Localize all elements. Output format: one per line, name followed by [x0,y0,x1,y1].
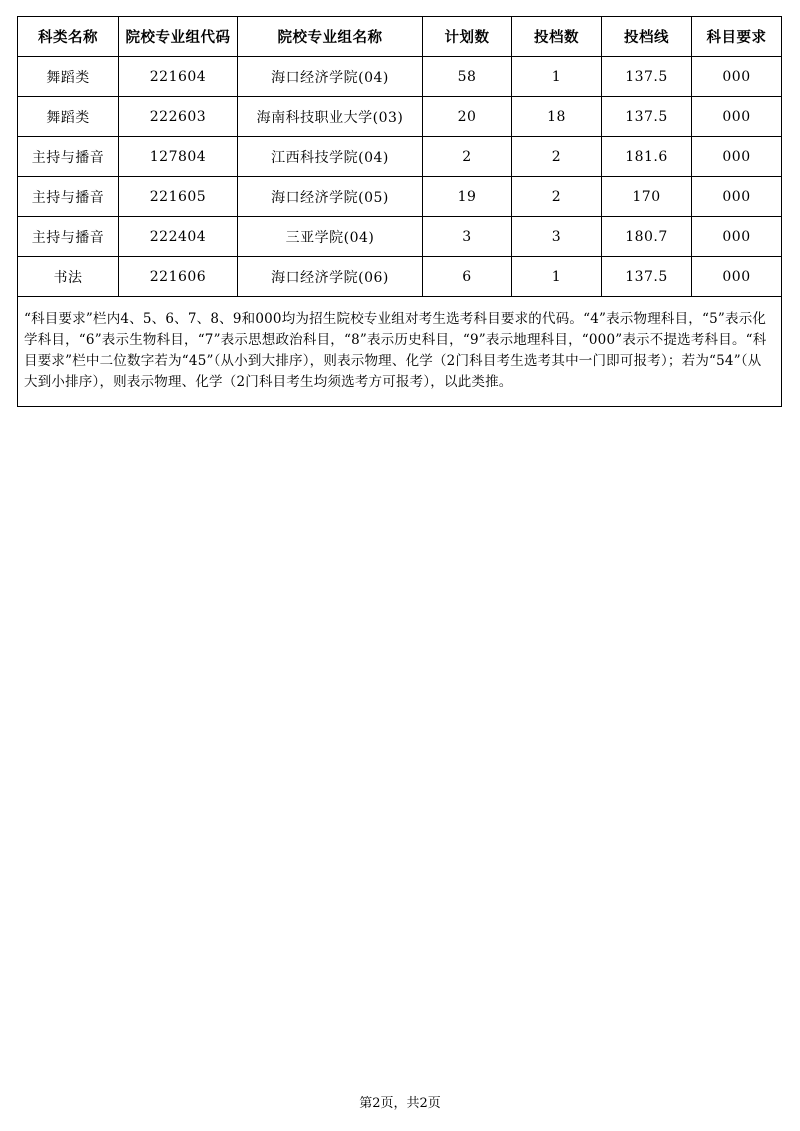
cell-plan: 20 [423,97,512,137]
col-header-subject-req: 科目要求 [692,17,782,57]
cell-subject-req: 000 [692,57,782,97]
table-row [18,217,782,257]
table-row [18,137,782,177]
cell-category: 主持与播音 [18,217,119,257]
subject-requirement-note: “科目要求”栏内4、5、6、7、8、9和000均为招生院校专业组对考生选考科目要求的代码。“4”表示物理科目，“5”表示化学科目，“6”表示生物科目，“7”表示思想政治科目，“8”表示历史科目，“9”表示地理科目，“000”表示不提选考科目。“科目要求”栏中二位数字若为“45”（从小到大排序），则表示物理、化学（2门科目考生选考其中一门即可报考）；若为“54”（从大到小排序），则表示物理、化学（2门科目考生均须选考方可报考），以此类推。 [18,297,782,407]
cell-admitted: 2 [512,137,602,177]
admission-table [17,16,782,407]
cell-cutoff: 137.5 [602,57,692,97]
cell-group-code: 221605 [119,177,238,217]
cell-subject-req: 000 [692,137,782,177]
cell-admitted: 1 [512,57,602,97]
cell-plan: 2 [423,137,512,177]
col-header-admitted: 投档数 [512,17,602,57]
cell-subject-req: 000 [692,217,782,257]
cell-category: 书法 [18,257,119,297]
col-header-plan: 计划数 [423,17,512,57]
cell-group-name: 三亚学院(04) [238,217,423,257]
cell-admitted: 18 [512,97,602,137]
note-row [18,297,782,407]
cell-group-code: 221604 [119,57,238,97]
cell-category: 舞蹈类 [18,57,119,97]
cell-plan: 6 [423,257,512,297]
col-header-group-code: 院校专业组代码 [119,17,238,57]
cell-admitted: 1 [512,257,602,297]
table-row [18,97,782,137]
cell-group-name: 江西科技学院(04) [238,137,423,177]
cell-group-name: 海南科技职业大学(03) [238,97,423,137]
cell-admitted: 3 [512,217,602,257]
cell-plan: 3 [423,217,512,257]
cell-admitted: 2 [512,177,602,217]
page-footer: 第2页，共2页 [359,1096,441,1111]
cell-group-name: 海口经济学院(05) [238,177,423,217]
col-header-cutoff: 投档线 [602,17,692,57]
table-row [18,257,782,297]
header-row [18,17,782,57]
cell-subject-req: 000 [692,97,782,137]
cell-group-name: 海口经济学院(06) [238,257,423,297]
cell-cutoff: 170 [602,177,692,217]
cell-group-code: 127804 [119,137,238,177]
col-header-group-name: 院校专业组名称 [238,17,423,57]
cell-plan: 58 [423,57,512,97]
cell-category: 舞蹈类 [18,97,119,137]
cell-subject-req: 000 [692,257,782,297]
cell-cutoff: 137.5 [602,257,692,297]
cell-category: 主持与播音 [18,177,119,217]
table-row [18,177,782,217]
cell-group-code: 221606 [119,257,238,297]
cell-subject-req: 000 [692,177,782,217]
cell-group-code: 222404 [119,217,238,257]
cell-cutoff: 180.7 [602,217,692,257]
cell-plan: 19 [423,177,512,217]
cell-group-code: 222603 [119,97,238,137]
cell-category: 主持与播音 [18,137,119,177]
cell-cutoff: 137.5 [602,97,692,137]
col-header-category: 科类名称 [18,17,119,57]
cell-cutoff: 181.6 [602,137,692,177]
cell-group-name: 海口经济学院(04) [238,57,423,97]
table-row [18,57,782,97]
